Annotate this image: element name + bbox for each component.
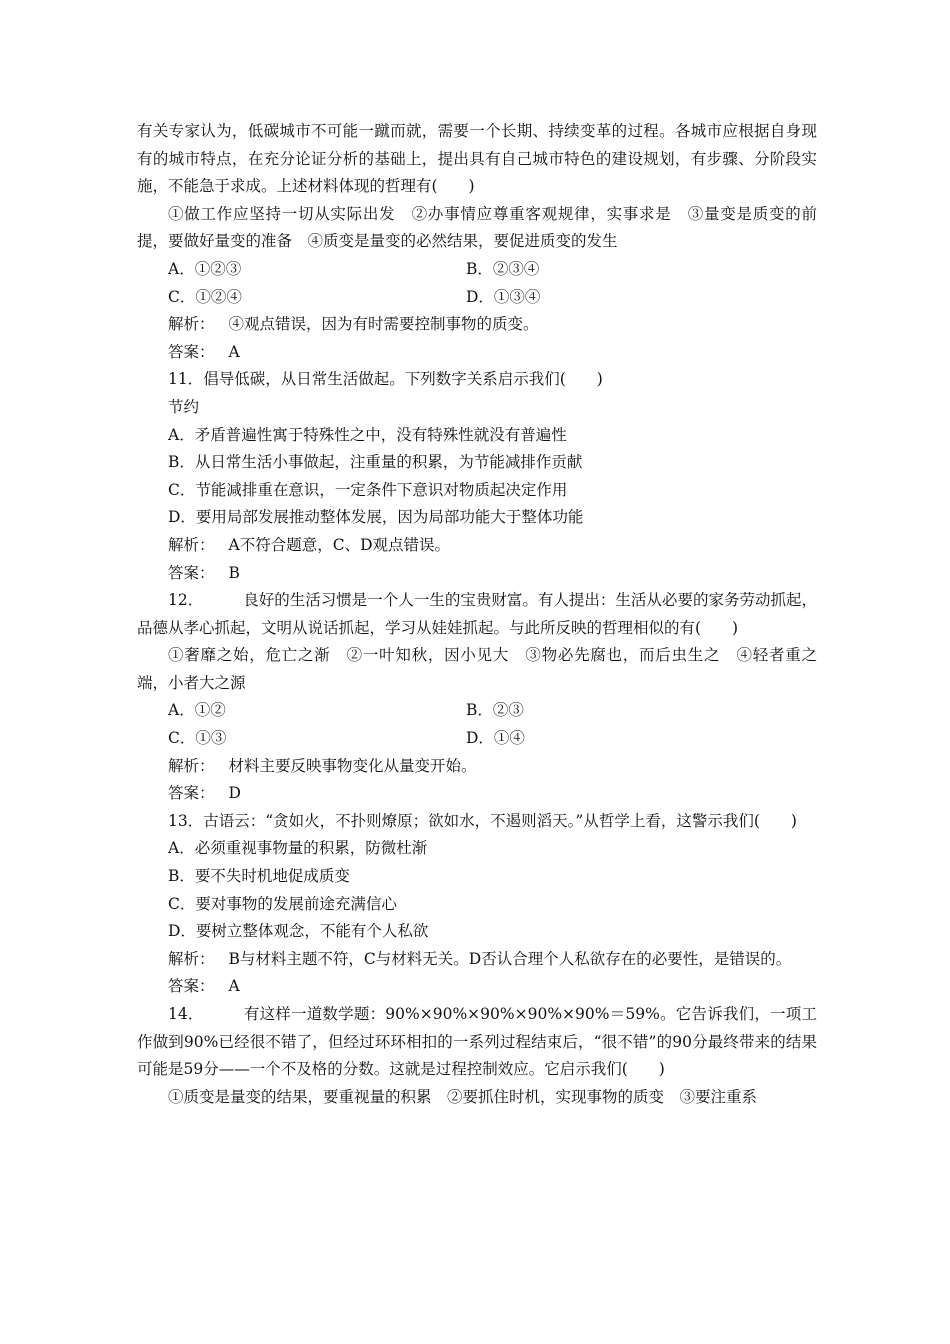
q10-option-d: D．①③④ [466,287,541,306]
q10-option-b: B．②③④ [466,259,540,278]
answer-label: 答案： [168,342,215,361]
q13-option-b: B．要不失时机地促成质变 [168,867,350,886]
question-number: 13． [168,811,204,830]
answer-value: A [228,342,240,361]
q11-answer [137,560,817,588]
q10-options-row-1 [137,256,817,284]
q13-answer [137,973,817,1001]
q11-option-b: B．从日常生活小事做起，注重量的积累，为节能减排作贡献 [168,453,583,472]
q11-option-a: A．矛盾普遍性寓于特殊性之中，没有特殊性就没有普遍性 [168,425,567,444]
q12-stem [137,587,817,642]
question-number: 12． [168,591,204,610]
q11-stem [137,366,817,394]
analysis-label: 解析： [168,949,215,968]
q10-option-c: C．①②④ [168,287,242,306]
q10-answer [137,339,817,367]
q13-option-a: A．必须重视事物量的积累，防微杜渐 [168,839,428,858]
question-text: 倡导低碳，从日常生活做起。下列数字关系启示我们( ) [203,370,603,389]
analysis-text: B与材料主题不符，C与材料无关。D否认合理个人私欲存在的必要性，是错误的。 [228,949,792,968]
q12-answer [137,780,817,808]
q10-stem: 有关专家认为，低碳城市不可能一蹴而就，需要一个长期、持续变革的过程。各城市应根据自身现有的城市特点，在充分论证分析的基础上，提出具有自己城市特色的建设规划，有步骤、分阶段实施，不能急于求成。上述材料体现的哲理有( ) [137,122,817,196]
q12-option-a: A．①② [168,701,226,720]
analysis-text: 材料主要反映事物变化从量变开始。 [228,756,477,775]
analysis-text: A不符合题意，C、D观点错误。 [228,535,450,554]
analysis-label: 解析： [168,535,215,554]
q10-option-a: A．①②③ [168,259,242,278]
q11-option-d: D．要用局部发展推动整体发展，因为局部功能大于整体功能 [168,508,584,527]
answer-value: D [228,784,241,803]
q10-analysis [137,311,817,339]
question-number: 14． [168,1005,204,1023]
answer-label: 答案： [168,784,215,803]
q13-option-c: C．要对事物的发展前途充满信心 [168,894,397,913]
q11-option-c: C．节能减排重在意识，一定条件下意识对物质起决定作用 [168,480,568,499]
q10-options-row-2 [137,284,817,312]
q14-statements: ①质变是量变的结果，要重视量的积累 ②要抓住时机，实现事物的质变 ③要注重系 [168,1087,758,1106]
question-text: 有这样一道数学题：90%×90%×90%×90%×90%＝59%。它告诉我们，一项工作做到90%已经很不错了，但经过环环相扣的一系列过程结束后，“很不错”的90分最终带来的结果可能是59分——一个不及格的分数。这就是过程控制效应。它启示我们( ) [137,1005,817,1079]
q13-analysis [137,946,817,974]
q12-statements: ①奢靡之始，危亡之渐 ②一叶知秋，因小见大 ③物必先腐也，而后虫生之 ④轻者重之端，小者大之源 [137,646,817,692]
question-text: 古语云：“贪如火，不扑则燎原；欲如水，不遏则滔天。”从哲学上看，这警示我们( ) [203,811,797,830]
question-text: 良好的生活习惯是一个人一生的宝贵财富。有人提出：生活从必要的家务劳动抓起，品德从孝心抓起，文明从说话抓起，学习从娃娃抓起。与此所反映的哲理相似的有( ) [137,591,817,637]
q11-analysis [137,532,817,560]
q14-stem [137,1001,817,1084]
document-body [137,118,817,1111]
answer-label: 答案： [168,977,215,996]
q12-option-c: C．①③ [168,729,227,748]
analysis-label: 解析： [168,315,215,334]
answer-value: B [228,563,240,582]
q12-analysis [137,753,817,781]
q10-statements: ①做工作应坚持一切从实际出发 ②办事情应尊重客观规律，实事求是 ③量变是质变的前提，要做好量变的准备 ④质变是量变的必然结果，要促进质变的发生 [137,204,817,251]
q12-options-row-2 [137,725,817,753]
analysis-label: 解析： [168,756,215,775]
q12-option-b: B．②③ [466,701,524,720]
analysis-text: ④观点错误，因为有时需要控制事物的质变。 [228,315,539,334]
q12-options-row-1 [137,697,817,725]
q13-stem [137,808,817,836]
q11-note: 节约 [168,397,200,416]
question-number: 11． [168,370,204,389]
answer-label: 答案： [168,563,215,582]
q12-option-d: D．①④ [466,729,525,748]
answer-value: A [228,977,240,996]
q13-option-d: D．要树立整体观念，不能有个人私欲 [168,922,429,941]
